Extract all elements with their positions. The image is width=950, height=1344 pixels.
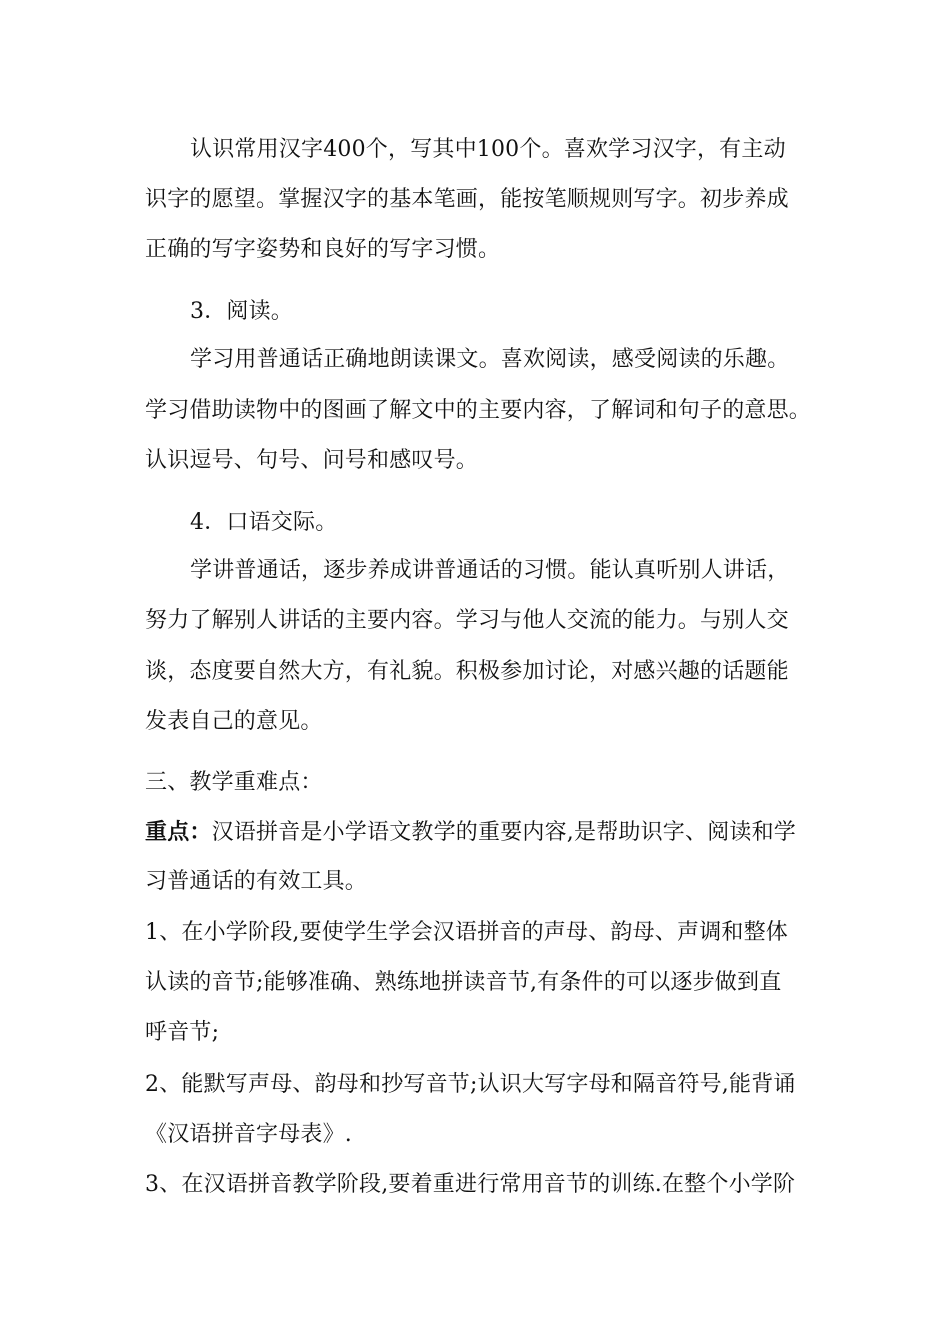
speaking-heading: 4．口语交际。 — [190, 510, 338, 535]
item-3-line-1: 3、在汉语拼音教学阶段,要着重进行常用音节的训练.在整个小学阶 — [145, 1172, 796, 1197]
key-point-line-2: 习普通话的有效工具。 — [145, 869, 368, 894]
reading-line-2: 学习借助读物中的图画了解文中的主要内容，了解词和句子的意思。 — [145, 398, 812, 423]
reading-heading: 3．阅读。 — [190, 299, 293, 324]
item-2-line-2: 《汉语拼音字母表》. — [145, 1122, 352, 1147]
item-2-line-1: 2、能默写声母、韵母和抄写音节;认识大写字母和隔音符号,能背诵 — [145, 1072, 796, 1097]
speaking-line-1: 学讲普通话，逐步养成讲普通话的习惯。能认真听别人讲话， — [190, 558, 790, 583]
item-1-line-1: 1、在小学阶段,要使学生学会汉语拼音的声母、韵母、声调和整体 — [145, 920, 788, 945]
item-1-line-2: 认读的音节;能够准确、熟练地拼读音节,有条件的可以逐步做到直 — [145, 970, 782, 995]
reading-line-1: 学习用普通话正确地朗读课文。喜欢阅读，感受阅读的乐趣。 — [190, 347, 790, 372]
speaking-line-4: 发表自己的意见。 — [145, 709, 323, 734]
literacy-line-1: 认识常用汉字400个，写其中100个。喜欢学习汉字，有主动 — [190, 137, 786, 162]
speaking-line-3: 谈，态度要自然大方，有礼貌。积极参加讨论，对感兴趣的话题能 — [145, 659, 789, 684]
key-point-label: 重点： — [145, 819, 212, 845]
reading-line-3: 认识逗号、句号、问号和感叹号。 — [145, 448, 479, 473]
speaking-line-2: 努力了解别人讲话的主要内容。学习与他人交流的能力。与别人交 — [145, 608, 789, 633]
key-point-text: 汉语拼音是小学语文教学的重要内容,是帮助识字、阅读和学 — [211, 820, 797, 845]
literacy-line-2: 识字的愿望。掌握汉字的基本笔画，能按笔顺规则写字。初步养成 — [145, 187, 789, 212]
key-point-line-1 — [145, 817, 796, 848]
key-points-heading: 三、教学重难点： — [145, 770, 323, 795]
literacy-line-3: 正确的写字姿势和良好的写字习惯。 — [145, 237, 501, 262]
item-1-line-3: 呼音节; — [145, 1020, 220, 1045]
